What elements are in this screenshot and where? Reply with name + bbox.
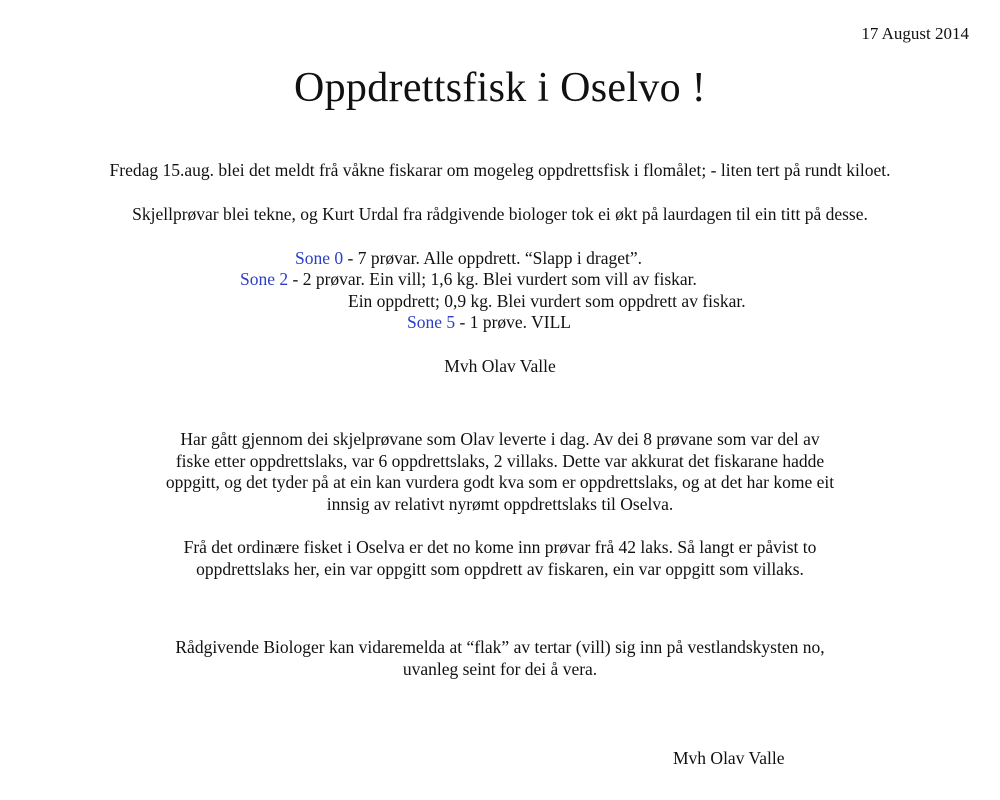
zone-text: - 7 prøvar. Alle oppdrett. “Slapp i draget”. bbox=[343, 248, 643, 268]
samples-paragraph: Skjellprøvar blei tekne, og Kurt Urdal fra rådgivende biologer tok ei økt på laurdagen til ein titt på desse. bbox=[132, 204, 868, 224]
text-line: uvanleg seint for dei å vera. bbox=[402, 658, 598, 679]
zone-label: Sone 2 bbox=[240, 269, 289, 289]
text-line: oppgitt, og det tyder på at ein kan vurdera godt kva som er oppdrettslaks, og at det har kome eit bbox=[165, 472, 835, 492]
text-line: innsig av relativt nyrømt oppdrettslaks til Oselva. bbox=[326, 493, 674, 514]
signature-second: Mvh Olav Valle bbox=[673, 748, 785, 768]
zone-label: Sone 5 bbox=[407, 312, 456, 332]
signature-first: Mvh Olav Valle bbox=[444, 356, 556, 376]
text-line: Har gått gjennom dei skjelprøvane som Olav leverte i dag. Av dei 8 prøvane som var del av bbox=[180, 429, 820, 449]
zone-line-2 bbox=[240, 269, 697, 291]
text-line: Rådgivende Biologer kan vidaremelda at “flak” av tertar (vill) sig inn på vestlandskysten no, bbox=[175, 637, 825, 657]
zone-text: Ein oppdrett; 0,9 kg. Blei vurdert som oppdrett av fiskar. bbox=[348, 291, 746, 311]
text-line: fiske etter oppdrettslaks, var 6 oppdrettslaks, 2 villaks. Dette var akkurat det fiskarane hadde bbox=[175, 450, 825, 471]
intro-paragraph: Fredag 15.aug. blei det meldt frå våkne fiskarar om mogeleg oppdrettsfisk i flomålet; - liten tert på rundt kiloet. bbox=[109, 160, 891, 180]
zone-text: - 1 prøve. VILL bbox=[455, 312, 571, 332]
text-line: oppdrettslaks her, ein var oppgitt som oppdrett av fiskaren, ein var oppgitt som villaks. bbox=[196, 558, 804, 579]
zone-line-2-continued bbox=[348, 291, 746, 313]
zone-label: Sone 0 bbox=[295, 248, 344, 268]
biologer-paragraph bbox=[0, 637, 1000, 680]
page-title: Oppdrettsfisk i Oselvo ! bbox=[294, 65, 706, 111]
ordinary-fishing-paragraph bbox=[0, 537, 1000, 580]
analysis-paragraph bbox=[0, 429, 1000, 515]
zone-line-0 bbox=[295, 248, 642, 270]
document-date: 17 August 2014 bbox=[861, 24, 969, 43]
zone-line-5 bbox=[407, 312, 571, 334]
text-line: Frå det ordinære fisket i Oselva er det no kome inn prøvar frå 42 laks. Så langt er påvist to bbox=[183, 537, 817, 557]
zone-text: - 2 prøvar. Ein vill; 1,6 kg. Blei vurdert som vill av fiskar. bbox=[288, 269, 697, 289]
